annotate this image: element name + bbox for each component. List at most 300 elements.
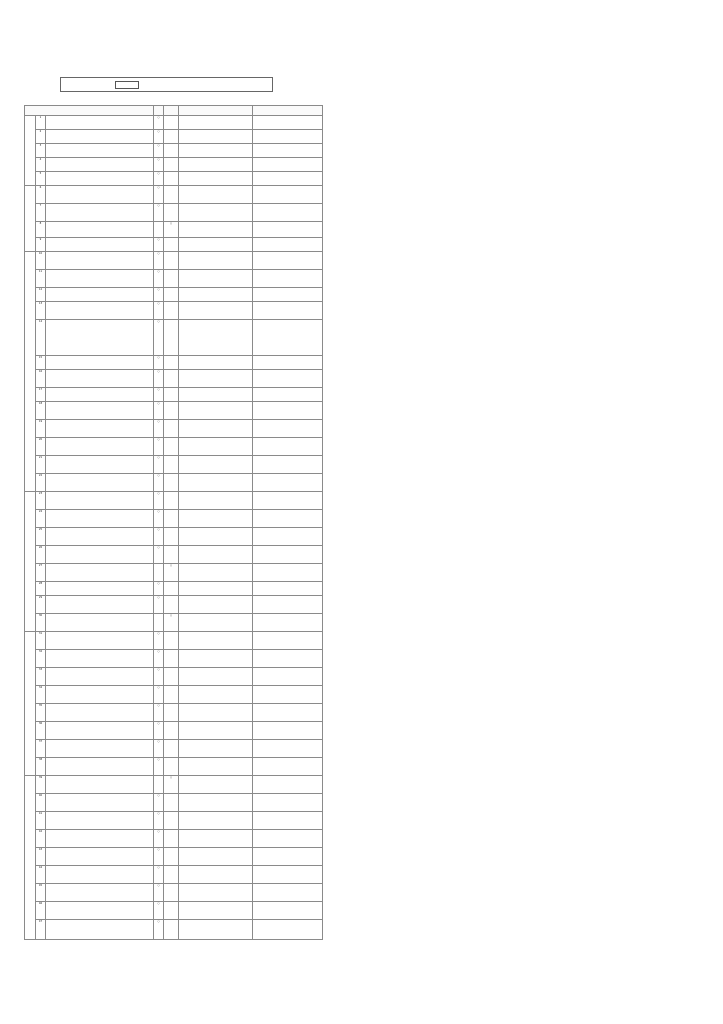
row-item [46,402,154,420]
row-number: 43 [36,848,46,866]
row-item-text [46,252,153,254]
row-item-text [46,528,153,530]
table-row [25,302,323,320]
row-item [46,758,154,776]
row-detail-text [179,252,252,254]
row-detail [179,614,253,632]
row-item-text [46,546,153,548]
row-detail [179,812,253,830]
row-detail-text [179,528,252,530]
yes-mark: ○ [154,582,164,596]
row-number: 42 [36,830,46,848]
row-comment [253,370,323,388]
row-item [46,222,154,238]
row-detail [179,302,253,320]
row-comment [253,204,323,222]
yes-mark: ○ [154,492,164,510]
table-row [25,438,323,456]
row-item [46,116,154,130]
row-detail [179,920,253,940]
row-detail-text [179,370,252,372]
no-mark [164,884,179,902]
row-detail-text [179,812,252,814]
row-detail [179,758,253,776]
yes-mark: ○ [154,704,164,722]
row-item-text [46,420,153,422]
row-detail [179,456,253,474]
row-item [46,722,154,740]
row-item-text [46,614,153,616]
no-mark [164,812,179,830]
row-item [46,902,154,920]
row-detail [179,632,253,650]
no-mark [164,320,179,356]
row-number: 15 [36,356,46,370]
row-detail-text [179,920,252,922]
table-row [25,252,323,270]
row-detail [179,884,253,902]
no-mark [164,238,179,252]
row-number: 13 [36,302,46,320]
row-number: 5 [36,172,46,186]
row-number: 41 [36,812,46,830]
table-row [25,186,323,204]
no-mark [164,288,179,302]
row-detail-text [179,388,252,390]
row-detail [179,238,253,252]
row-comment [253,776,323,794]
row-item-text [46,776,153,778]
row-item-text [46,686,153,688]
yes-mark: ○ [154,116,164,130]
row-item-text [46,596,153,598]
row-number: 37 [36,740,46,758]
no-mark [164,186,179,204]
row-comment [253,920,323,940]
row-comment-text [253,920,322,922]
row-detail-text [179,186,252,188]
row-item-text [46,388,153,390]
row-detail [179,704,253,722]
table-row [25,116,323,130]
row-item [46,740,154,758]
no-mark [164,116,179,130]
row-item [46,130,154,144]
row-comment [253,238,323,252]
row-item [46,270,154,288]
row-comment-text [253,866,322,868]
row-number: 11 [36,270,46,288]
row-detail-text [179,510,252,512]
row-detail [179,848,253,866]
row-item [46,704,154,722]
table-row [25,420,323,438]
row-comment [253,596,323,614]
row-item-text [46,848,153,850]
row-detail-text [179,456,252,458]
row-comment-text [253,510,322,512]
yes-mark: ○ [154,794,164,812]
row-comment-text [253,884,322,886]
no-mark [164,356,179,370]
table-row [25,288,323,302]
row-number: 6 [36,186,46,204]
row-item-text [46,186,153,188]
no-mark [164,740,179,758]
row-item [46,288,154,302]
no-mark [164,830,179,848]
row-item-text [46,722,153,724]
yes-mark: ○ [154,288,164,302]
row-comment-text [253,238,322,240]
row-item [46,144,154,158]
row-item-text [46,474,153,476]
row-number: 7 [36,204,46,222]
row-detail-text [179,866,252,868]
row-detail-text [179,830,252,832]
row-detail [179,370,253,388]
no-mark [164,144,179,158]
yes-mark: ○ [154,510,164,528]
yes-mark: ○ [154,320,164,356]
row-detail-text [179,686,252,688]
row-detail [179,564,253,582]
row-number: 16 [36,370,46,388]
row-detail [179,270,253,288]
yes-mark: ○ [154,158,164,172]
yes-mark: ○ [154,884,164,902]
row-comment [253,270,323,288]
row-comment-text [253,650,322,652]
row-comment-text [253,456,322,458]
row-comment-text [253,776,322,778]
row-detail [179,420,253,438]
row-detail-text [179,794,252,796]
no-mark [164,370,179,388]
row-item-text [46,492,153,494]
table-row [25,564,323,582]
row-number: 27 [36,564,46,582]
row-detail-text [179,614,252,616]
row-item [46,812,154,830]
row-detail-text [179,848,252,850]
yes-mark: ○ [154,402,164,420]
no-mark [164,252,179,270]
row-item [46,776,154,794]
row-number: 47 [36,920,46,940]
row-comment [253,388,323,402]
row-item-text [46,288,153,290]
no-mark [164,388,179,402]
row-number: 46 [36,902,46,920]
table-row [25,812,323,830]
row-item-text [46,650,153,652]
row-comment [253,356,323,370]
yes-mark: ○ [154,238,164,252]
row-detail-text [179,238,252,240]
row-item-text [46,866,153,868]
row-detail [179,158,253,172]
header-yes [154,106,164,116]
row-comment [253,848,323,866]
row-detail-text [179,740,252,742]
yes-mark: ○ [154,758,164,776]
row-detail [179,320,253,356]
row-item-text [46,144,153,146]
row-item [46,582,154,596]
row-number: 17 [36,388,46,402]
table-row [25,546,323,564]
row-item-text [46,130,153,132]
row-number: 45 [36,884,46,902]
row-number: 4 [36,158,46,172]
table-row [25,920,323,940]
header-detail [179,106,253,116]
row-comment [253,564,323,582]
yes-mark: ○ [154,740,164,758]
row-number: 28 [36,582,46,596]
row-comment-text [253,758,322,760]
row-comment [253,812,323,830]
no-mark [164,582,179,596]
yes-mark: ○ [154,388,164,402]
row-detail-text [179,172,252,174]
row-comment [253,632,323,650]
row-comment [253,830,323,848]
row-detail-text [179,320,252,322]
row-detail [179,902,253,920]
row-detail [179,830,253,848]
row-detail-text [179,130,252,132]
row-comment [253,456,323,474]
no-mark [164,528,179,546]
row-comment [253,582,323,596]
row-detail [179,222,253,238]
row-item [46,356,154,370]
row-item-text [46,116,153,118]
row-comment [253,704,323,722]
yes-mark: ○ [154,204,164,222]
table-row [25,270,323,288]
row-detail-text [179,668,252,670]
yes-mark: ○ [154,356,164,370]
row-comment-text [253,848,322,850]
row-comment-text [253,582,322,584]
no-mark [164,492,179,510]
row-item [46,614,154,632]
row-comment-text [253,596,322,598]
row-number: 31 [36,632,46,650]
row-detail-text [179,356,252,358]
row-number: 19 [36,420,46,438]
row-comment-text [253,704,322,706]
no-mark [164,302,179,320]
row-detail-text [179,884,252,886]
no-mark [164,270,179,288]
yes-mark [154,222,164,238]
row-item [46,320,154,356]
row-comment [253,288,323,302]
table-row [25,492,323,510]
row-item-text [46,270,153,272]
row-number: 35 [36,704,46,722]
yes-mark: ○ [154,722,164,740]
row-detail-text [179,474,252,476]
row-comment-text [253,812,322,814]
row-item [46,920,154,940]
table-row [25,582,323,596]
yes-mark: ○ [154,546,164,564]
no-mark [164,438,179,456]
row-detail-text [179,596,252,598]
row-comment-text [253,830,322,832]
row-detail [179,288,253,302]
row-comment [253,758,323,776]
header-comment [253,106,323,116]
row-item-text [46,438,153,440]
row-comment-text [253,144,322,146]
row-item [46,596,154,614]
yes-mark: ○ [154,438,164,456]
row-item-text [46,830,153,832]
table-row [25,722,323,740]
row-comment-text [253,402,322,404]
row-comment-text [253,186,322,188]
row-number: 9 [36,238,46,252]
row-detail [179,474,253,492]
row-detail [179,144,253,158]
yes-mark: ○ [154,830,164,848]
row-detail [179,116,253,130]
yes-mark: ○ [154,632,164,650]
row-comment [253,172,323,186]
no-mark [164,130,179,144]
row-comment-text [253,420,322,422]
row-detail [179,866,253,884]
no-mark [164,686,179,704]
row-detail-text [179,582,252,584]
row-item-text [46,356,153,358]
row-comment [253,722,323,740]
no-mark [164,204,179,222]
row-number: 40 [36,794,46,812]
row-detail-text [179,222,252,224]
row-item [46,474,154,492]
row-number: 1 [36,116,46,130]
no-mark [164,758,179,776]
row-item-text [46,582,153,584]
table-row [25,356,323,370]
row-number: 24 [36,510,46,528]
row-item-text [46,402,153,404]
yes-mark: ○ [154,144,164,158]
row-item [46,830,154,848]
row-comment-text [253,438,322,440]
row-item [46,204,154,222]
row-item [46,158,154,172]
section-label [25,632,36,776]
row-detail-text [179,632,252,634]
yes-mark: ○ [154,596,164,614]
yes-mark: ○ [154,528,164,546]
row-detail [179,388,253,402]
row-comment-text [253,546,322,548]
row-detail-text [179,158,252,160]
row-comment [253,158,323,172]
row-comment-text [253,356,322,358]
row-comment-text [253,474,322,476]
row-comment-text [253,370,322,372]
row-item [46,388,154,402]
row-comment [253,116,323,130]
row-item-text [46,632,153,634]
yes-mark: ○ [154,920,164,940]
row-item-text [46,564,153,566]
no-mark [164,474,179,492]
yes-mark [154,614,164,632]
row-number: 23 [36,492,46,510]
row-item-text [46,812,153,814]
row-detail [179,596,253,614]
row-comment [253,650,323,668]
yes-mark: ○ [154,456,164,474]
row-detail [179,510,253,528]
table-row [25,158,323,172]
row-number: 12 [36,288,46,302]
section-label [25,776,36,940]
table-row [25,884,323,902]
row-detail [179,172,253,186]
row-detail-text [179,204,252,206]
row-number: 18 [36,402,46,420]
no-mark [164,510,179,528]
row-item-text [46,740,153,742]
row-item-text [46,668,153,670]
row-item-text [46,158,153,160]
meta-row [24,95,322,105]
row-detail-text [179,722,252,724]
table-row [25,614,323,632]
row-item-text [46,510,153,512]
no-mark [164,456,179,474]
row-detail [179,650,253,668]
row-item-text [46,758,153,760]
table-row [25,830,323,848]
row-detail [179,492,253,510]
table-row [25,144,323,158]
table-row [25,866,323,884]
row-comment-text [253,302,322,304]
table-row [25,474,323,492]
row-item [46,794,154,812]
no-mark [164,420,179,438]
row-comment [253,420,323,438]
row-item [46,238,154,252]
row-item [46,456,154,474]
row-item-text [46,884,153,886]
row-comment [253,222,323,238]
row-comment-text [253,252,322,254]
row-comment [253,794,323,812]
row-comment-text [253,320,322,322]
title-box [60,77,273,92]
row-comment [253,186,323,204]
row-comment [253,528,323,546]
table-row [25,320,323,356]
no-mark [164,704,179,722]
row-item-text [46,902,153,904]
row-comment-text [253,172,322,174]
